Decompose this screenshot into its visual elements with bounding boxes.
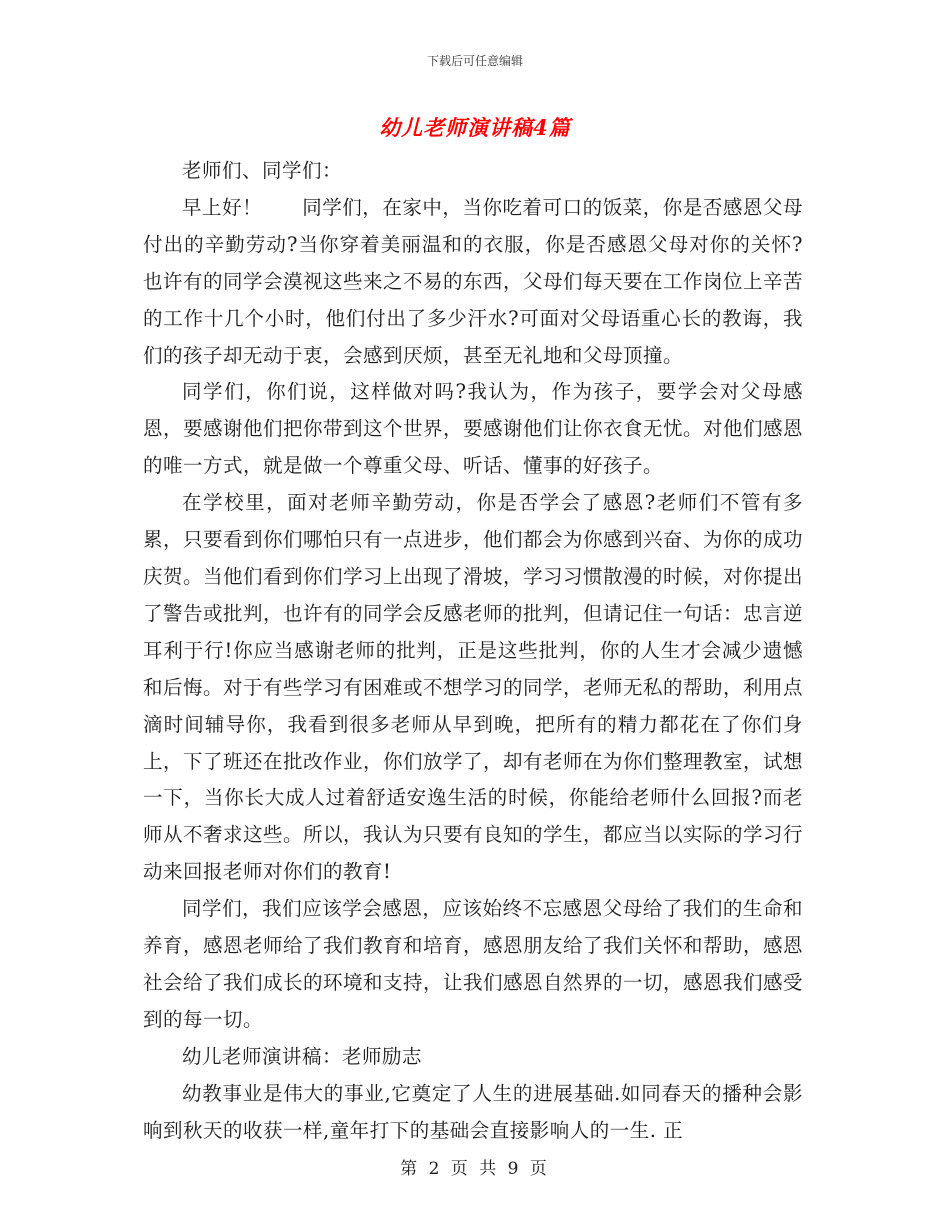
document-title: 幼儿老师演讲稿4篇 bbox=[379, 115, 571, 140]
section-heading: 幼儿老师演讲稿：老师励志 bbox=[182, 1044, 423, 1068]
document-body bbox=[143, 153, 804, 1142]
paragraph-teachers-gratitude: 在学校里，面对老师辛勤劳动，你是否学会了感恩?老师们不管有多累，只要看到你们哪怕只有一点进步，他们都会为你感到兴奋、为你的成功庆贺。当他们看到你们学习上出现了滑坡，学习习惯散漫的时候，对你提出了警告或批判，也许有的同学会反感老师的批判，但请记住一句话：忠言逆耳利于行!你应当感谢老师的批判，正是这些批判，你的人生才会减少遗憾和后悔。对于有些学习有困难或不想学习的同学，老师无私的帮助，利用点滴时间辅导你，我看到很多老师从早到晚，把所有的精力都花在了你们身上，下了班还在批改作业，你们放学了，却有老师在为你们整理教室，试想一下，当你长大成人过着舒适安逸生活的时候，你能给老师什么回报?而老师从不奢求这些。所以，我认为只要有良知的学生，都应当以实际的学习行动来回报老师对你们的教育! bbox=[143, 491, 804, 884]
paragraph-parents-gratitude: 早上好！ 同学们，在家中，当你吃着可口的饭菜，你是否感恩父母付出的辛勤劳动?当你穿着美丽温和的衣服，你是否感恩父母对你的关怀?也许有的同学会漠视这些来之不易的东西，父母们每天要在工作岗位上辛苦的工作十几个小时，他们付出了多少汗水?可面对父母语重心长的教诲，我们的孩子却无动于衷，会感到厌烦，甚至无礼地和父母顶撞。 bbox=[143, 195, 804, 367]
paragraph-learn-gratitude: 同学们，我们应该学会感恩，应该始终不忘感恩父母给了我们的生命和养育，感恩老师给了我们教育和培育，感恩朋友给了我们关怀和帮助，感恩社会给了我们成长的环境和支持，让我们感恩自然界的一切，感恩我们感受到的每一切。 bbox=[143, 897, 804, 1031]
paragraph-greeting: 老师们、同学们： bbox=[182, 159, 343, 182]
page-header-note: 下载后可任意编辑 bbox=[426, 54, 523, 68]
page-number: 第 2 页 共 9 页 bbox=[400, 1159, 550, 1179]
paragraph-be-good-child: 同学们，你们说，这样做对吗?我认为，作为孩子，要学会对父母感恩，要感谢他们把你带到这个世界，要感谢他们让你衣食无忧。对他们感恩的唯一方式，就是做一个尊重父母、听话、懂事的好孩子。 bbox=[143, 380, 804, 478]
paragraph-preschool-education: 幼教事业是伟大的事业,它奠定了人生的进展基础.如同春天的播种会影响到秋天的收获一样,童年打下的基础会直接影响人的一生. 正 bbox=[143, 1081, 803, 1142]
